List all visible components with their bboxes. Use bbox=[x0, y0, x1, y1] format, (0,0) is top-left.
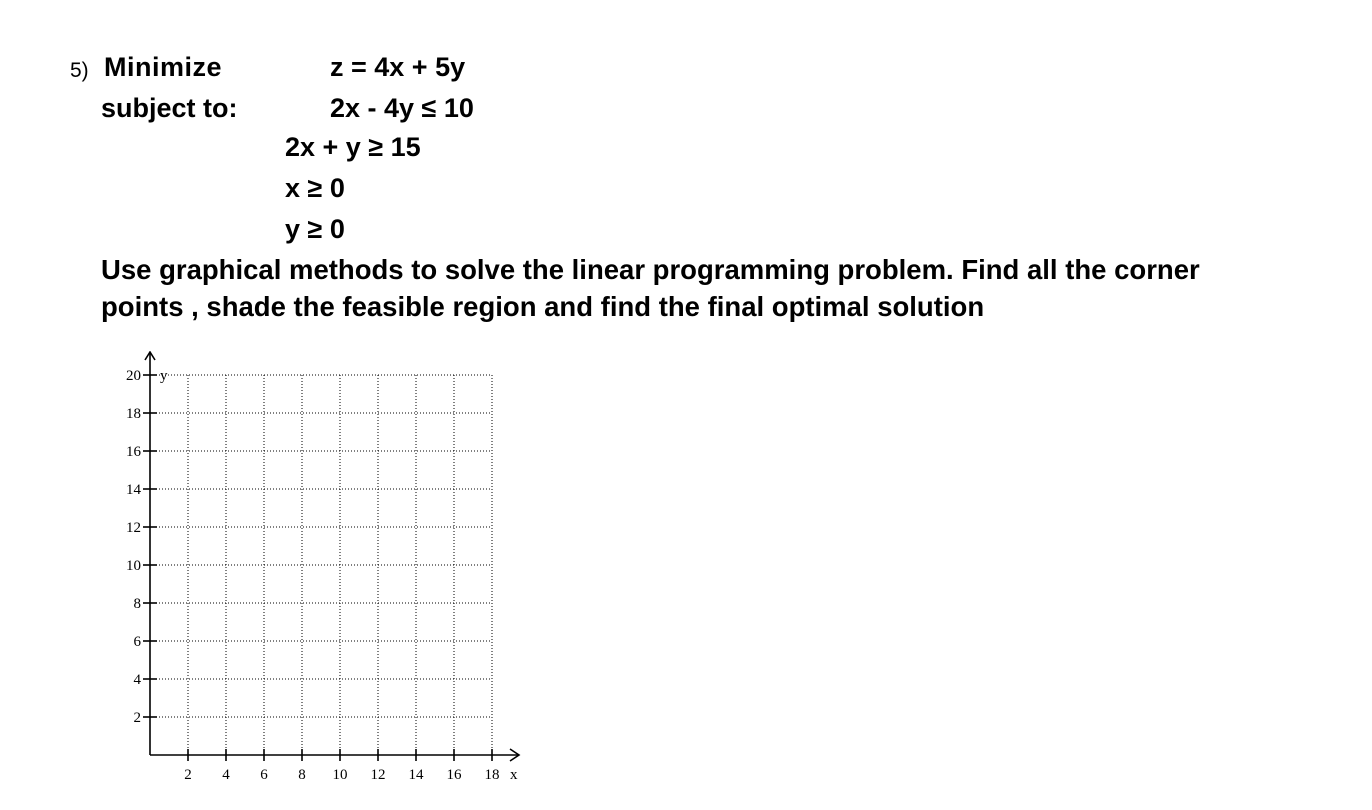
y-tick-label: 18 bbox=[126, 406, 141, 422]
grid-lines bbox=[150, 375, 492, 755]
constraint-1: 2x - 4y ≤ 10 bbox=[330, 93, 474, 123]
x-tick-label: 18 bbox=[484, 767, 500, 783]
subject-to-label: subject to: bbox=[101, 93, 238, 123]
objective-function: z = 4x + 5y bbox=[330, 52, 466, 82]
objective-label: Minimize bbox=[104, 52, 223, 82]
axes bbox=[150, 353, 519, 761]
tick-labels bbox=[126, 368, 518, 783]
x-tick-label: 6 bbox=[260, 767, 268, 783]
constraint-2: 2x + y ≥ 15 bbox=[285, 132, 421, 162]
x-tick-label: 2 bbox=[184, 767, 192, 783]
constraint-4: y ≥ 0 bbox=[285, 214, 345, 244]
x-tick-label: 10 bbox=[332, 767, 348, 783]
instruction-line-1: Use graphical methods to solve the linear programming problem. Find all the corner bbox=[101, 254, 1200, 285]
y-tick-label: 4 bbox=[133, 672, 141, 688]
instruction-line-2: points , shade the feasible region and find the final optimal solution bbox=[101, 291, 985, 322]
x-axis-label: x bbox=[510, 767, 518, 783]
x-tick-label: 16 bbox=[446, 767, 462, 783]
x-tick-label: 4 bbox=[222, 767, 230, 783]
y-tick-label: 12 bbox=[126, 520, 141, 536]
y-tick-label: 16 bbox=[126, 444, 141, 460]
problem-number: 5) bbox=[70, 59, 89, 82]
y-tick-label: 14 bbox=[126, 482, 141, 498]
y-tick-label: 2 bbox=[133, 710, 141, 726]
tick-marks bbox=[143, 375, 492, 761]
x-tick-label: 12 bbox=[370, 767, 386, 783]
y-axis-label: y bbox=[160, 368, 168, 384]
y-tick-label: 6 bbox=[133, 634, 141, 650]
x-tick-label: 14 bbox=[408, 767, 424, 783]
y-tick-label: 8 bbox=[133, 596, 141, 612]
x-tick-label: 8 bbox=[298, 767, 306, 783]
y-tick-label: 10 bbox=[126, 558, 141, 574]
y-tick-label: 20 bbox=[126, 368, 141, 384]
constraint-3: x ≥ 0 bbox=[285, 173, 345, 203]
